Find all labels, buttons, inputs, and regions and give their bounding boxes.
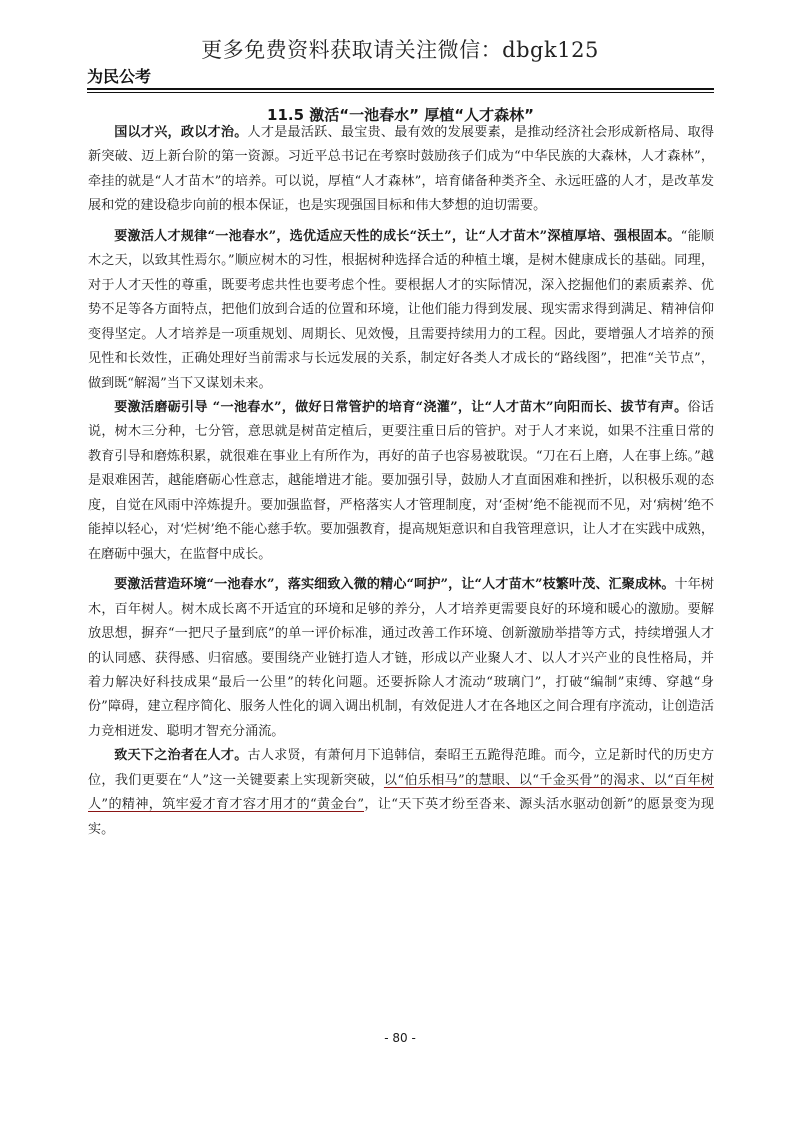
- paragraph-3: [88, 396, 714, 567]
- paragraph-lead: 要激活人才规律“一池春水”，选优适应天性的成长“沃土”，让“人才苗木”深植厚培、强根固本。: [114, 228, 681, 244]
- paragraph-text: 古人求贤，有萧何月下追韩信，秦昭王五跪得范雎。而今，立足新时代的历史方位，我们更要在“人”这一关键要素上实现新突破，: [88, 748, 715, 788]
- paragraph-5: [88, 744, 714, 842]
- paragraph-lead: 要激活磨砺引导 “一池春水”，做好日常管护的培育“浇灌”，让“人才苗木”向阳而长、拔节有声。: [114, 399, 688, 415]
- section-title: 11.5 激活“一池春水” 厚植“人才森林”: [267, 106, 534, 124]
- header-rule: [87, 88, 714, 90]
- page-number: - 80 -: [384, 1031, 416, 1045]
- paragraph-4: [88, 573, 714, 744]
- brand-label: 为民公考: [87, 67, 152, 86]
- article-body: [88, 121, 714, 842]
- underlined-text: 以“伯乐相马”的慧眼、以“千金买骨”的渴求、以“百年树人”的精神，筑牢爱才育才容才用才的“黄金台”: [88, 772, 715, 813]
- paragraph-1: [88, 121, 714, 219]
- paragraph-text-end: ，让“天下英才纷至沓来、源头活水驱动创新”的愿景变为现实。: [88, 797, 714, 837]
- paragraph-2: [88, 225, 714, 396]
- paragraph-lead: 要激活营造环境“一池春水”，落实细致入微的精心“呵护”，让“人才苗木”枝繁叶茂、汇聚成林。: [114, 577, 675, 593]
- paragraph-text: 十年树木，百年树人。树木成长离不开适宜的环境和足够的养分，人才培养更需要良好的环境和暖心的激励。要解放思想，摒弃“一把尺子量到底”的单一评价标准，通过改善工作环境、创新激励举措等方式，持续增强人才的认同感、获得感、归宿感。要围绕产业链打造人才链，形成以产业聚人才、以人才兴产业的良性格局，并着力解决好科技成果“最后一公里”的转化问题。还要拆除人才流动“玻璃门”，打破“编制”束缚、穿越“身份”障碍，建立程序简化、服务人性化的调入调出机制，有效促进人才在各地区之间合理有序流动，让创造活力竞相迸发、聪明才智充分涌流。: [88, 577, 715, 739]
- paragraph-text: 人才是最活跃、最宝贵、最有效的发展要素，是推动经济社会形成新格局、取得新突破、迈上新台阶的第一资源。习近平总书记在考察时鼓励孩子们成为“中华民族的大森林，人才森林”，牵挂的就是“人才苗木”的培养。可以说，厚植“人才森林”，培育储备种类齐全、永远旺盛的人才，是改革发展和党的建设稳步向前的根本保证，也是实现强国目标和伟大梦想的迫切需要。: [88, 125, 715, 214]
- paragraph-text: “能顺木之天，以致其性焉尔。”顺应树木的习性，根据树种选择合适的种植土壤，是树木健康成长的基础。同理，对于人才天性的尊重，既要考虑共性也要考虑个性。要根据人才的实际情况，深入挖掘他们的素质素养、优势不足等各方面特点，把他们放到合适的位置和环境，让他们能力得到发展、现实需求得到满足、精神信仰变得坚定。人才培养是一项重规划、周期长、见效慢，且需要持续用力的工程。因此，要增强人才培养的预见性和长效性，正确处理好当前需求与长远发展的关系，制定好各类人才成长的“路线图”，把准“关节点”，做到既“解渴”当下又谋划未来。: [88, 228, 714, 391]
- watermark-text: 更多免费资料获取请关注微信：dbgk125: [201, 38, 599, 62]
- header-rule-thin: [87, 92, 714, 93]
- paragraph-lead: 致天下之治者在人才。: [114, 748, 248, 764]
- paragraph-text: 俗话说，树木三分种，七分管，意思就是树苗定植后，更要注重日后的管护。对于人才来说，如果不注重日常的教育引导和磨炼积累，就很难在事业上有所作为，再好的苗子也容易被耽误。“刀在石上磨，人在事上练。”越是艰难困苦，越能磨砺心性意志，越能增进才能。要加强引导，鼓励人才直面困难和挫折，以积极乐观的态度，自觉在风雨中淬炼提升。要加强监督，严格落实人才管理制度，对‘歪树’绝不能视而不见，对‘病树’绝不能掉以轻心，对‘烂树’绝不能心慈手软。要加强教育，提高规矩意识和自我管理意识，让人才在实践中成熟，在磨砺中强大，在监督中成长。: [88, 399, 714, 562]
- paragraph-lead: 国以才兴，政以才治。: [114, 125, 248, 140]
